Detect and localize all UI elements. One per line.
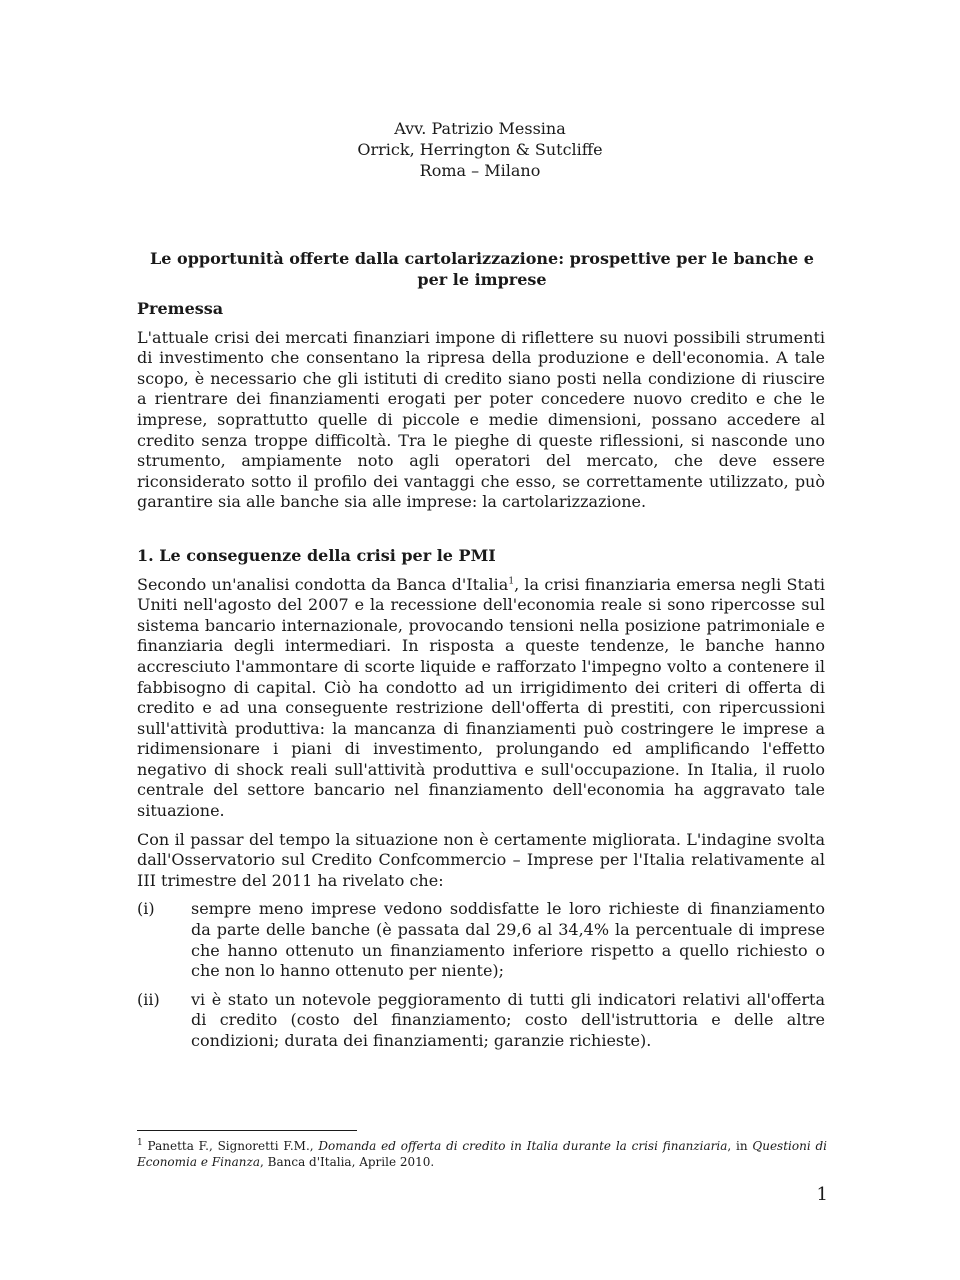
list-item-text: vi è stato un notevole peggioramento di tutti gli indicatori relativi all'offerta di credito (costo del finanziamento; costo dell'istruttoria e delle altre condizioni; durata dei finanziamenti; garanzie richieste).: [191, 989, 825, 1050]
premessa-heading: Premessa: [137, 299, 224, 318]
footnote-reference[interactable]: 1: [508, 576, 515, 587]
paragraph-text: Secondo un'analisi condotta da Banca d'Italia: [137, 574, 509, 594]
section-1-heading: 1. Le conseguenze della crisi per le PMI: [137, 545, 496, 565]
section-1-paragraph-1: [137, 575, 825, 822]
office-cities: Roma – Milano: [419, 161, 541, 180]
list-item: [137, 990, 825, 1052]
section-1-paragraph-2: Con il passar del tempo la situazione non è certamente migliorata. L'indagine svolta dall'Osservatorio sul Credito Confcommercio – Imprese per l'Italia relativamente al III trimestre del 2011 ha rivelato che:: [137, 829, 825, 890]
footnote-journal: Questioni di Economia e Finanza: [137, 1139, 827, 1169]
list-marker: (i): [137, 899, 155, 919]
document-header: [0, 118, 960, 181]
list-item: [137, 899, 825, 981]
paragraph-text: , la crisi finanziaria emersa negli Stati Uniti nell'agosto del 2007 e la recessione dell'economia reale si sono ripercosse sul sistema bancario internazionale, provocando tensioni nella posizione patrimoniale e finanziaria degli intermediari. In risposta a queste tendenze, le banche hanno accresciuto l'ammontare di scorte liquide e rafforzato l'impegno volto a contenere il fabbisogno di capital. Ciò ha condotto ad un irrigidimento dei criteri di offerta di credito e ad una conseguente restrizione dell'offerta di prestiti, con ripercussioni sull'attività produttiva: la mancanza di finanziamenti può costringere le imprese a ridimensionare i piani di investimento, prolungando ed amplificando l'effetto negativo di shock reali sull'attività produttiva e sull'occupazione. In Italia, il ruolo centrale del settore bancario nel finanziamento dell'economia ha aggravato tale situazione.: [137, 574, 825, 821]
footnote-article-title: Domanda ed offerta di credito in Italia durante la crisi finanziaria: [318, 1139, 728, 1153]
footnote: [137, 1138, 827, 1170]
list-marker: (ii): [137, 989, 160, 1009]
footnote-authors: Panetta F., Signoretti F.M.,: [147, 1139, 319, 1153]
document-body: [137, 299, 825, 1052]
list-item-text: sempre meno imprese vedono soddisfatte le loro richieste di finanziamento da parte delle banche (è passata dal 29,6 al 34,4% la percentuale di imprese che hanno ottenuto un finanziamento inferiore rispetto a quello richiesto o che non lo hanno ottenuto per niente);: [191, 899, 825, 981]
footnote-text: , Banca d'Italia, Aprile 2010.: [260, 1155, 435, 1169]
footnote-number: 1: [137, 1138, 143, 1148]
author-name: Avv. Patrizio Messina: [394, 119, 566, 138]
page-number: 1: [816, 1184, 828, 1205]
document-title: Le opportunità offerte dalla cartolarizzazione: prospettive per le banche e per le imprese: [150, 249, 814, 289]
premessa-paragraph: L'attuale crisi dei mercati finanziari impone di riflettere su nuovi possibili strumenti di investimento che consentano la ripresa della produzione e dell'economia. A tale scopo, è necessario che gli istituti di credito siano posti nella condizione di riuscire a rientrare dei finanziamenti erogati per poter concedere nuovo credito e che le imprese, soprattutto quelle di piccole e medie dimensioni, possano accedere al credito senza troppe difficoltà. Tra le pieghe di queste riflessioni, si nasconde uno strumento, ampiamente noto agli operatori del mercato, che deve essere riconsiderato sotto il profilo dei vantaggi che esso, se correttamente utilizzato, può garantire sia alle banche sia alle imprese: la cartolarizzazione.: [137, 327, 825, 512]
footnote-text: , in: [727, 1139, 753, 1153]
footnote-divider: [137, 1130, 357, 1131]
law-firm-name: Orrick, Herrington & Sutcliffe: [357, 140, 603, 159]
